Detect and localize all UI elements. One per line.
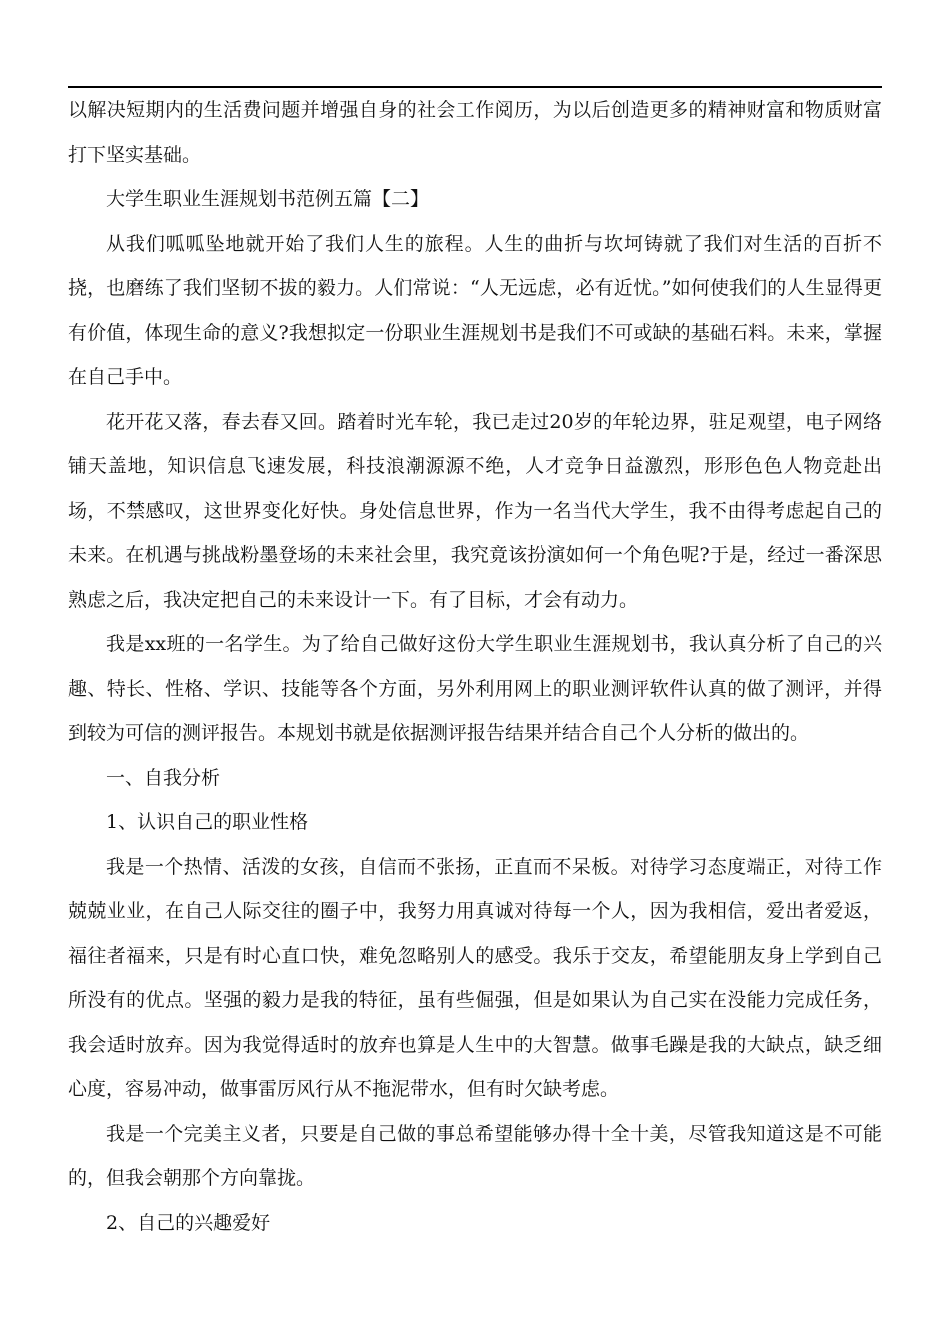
paragraph-purpose: 我是xx班的一名学生。为了给自己做好这份大学生职业生涯规划书，我认真分析了自己的兴趣、特长、性格、学识、技能等各个方面，另外利用网上的职业测评软件认真的做了测评，并得到较为可信的测评报告。本规划书就是依据测评报告结果并结合自己个人分析的做出的。 [68, 633, 882, 744]
paragraph-perfectionist: 我是一个完美主义者，只要是自己做的事总希望能够办得十全十美，尽管我知道这是不可能的，但我会朝那个方向靠拢。 [68, 1122, 882, 1189]
subheading-personality: 1、认识自己的职业性格 [106, 811, 309, 833]
document-body [68, 88, 882, 1245]
heading-self-analysis: 一、自我分析 [106, 766, 221, 789]
subheading-interests: 2、自己的兴趣爱好 [106, 1211, 271, 1234]
paragraph-intro: 从我们呱呱坠地就开始了我们人生的旅程。人生的曲折与坎坷铸就了我们对生活的百折不挠，也磨练了我们坚韧不拔的毅力。人们常说：“人无远虑，必有近忧。”如何使我们的人生显得更有价值，体现生命的意义?我想拟定一份职业生涯规划书是我们不可或缺的基础石料。未来，掌握在自己手中。 [68, 232, 882, 388]
section-title: 大学生职业生涯规划书范例五篇【二】 [106, 188, 430, 210]
paragraph-background: 花开花又落，春去春又回。踏着时光车轮，我已走过20岁的年轮边界，驻足观望，电子网络铺天盖地，知识信息飞速发展，科技浪潮源源不绝，人才竞争日益激烈，形形色色人物竞赴出场，不禁感叹，这世界变化好快。身处信息世界，作为一名当代大学生，我不由得考虑起自己的未来。在机遇与挑战粉墨登场的未来社会里，我究竟该扮演如何一个角色呢?于是，经过一番深思熟虑之后，我决定把自己的未来设计一下。有了目标，才会有动力。 [68, 410, 882, 611]
paragraph-continuation: 以解决短期内的生活费问题并增强自身的社会工作阅历，为以后创造更多的精神财富和物质财富打下坚实基础。 [68, 99, 882, 166]
paragraph-personality: 我是一个热情、活泼的女孩，自信而不张扬，正直而不呆板。对待学习态度端正，对待工作兢兢业业，在自己人际交往的圈子中，我努力用真诚对待每一个人，因为我相信，爱出者爱返，福往者福来，只是有时心直口快，难免忽略别人的感受。我乐于交友，希望能朋友身上学到自己所没有的优点。坚强的毅力是我的特征，虽有些倔强，但是如果认为自己实在没能力完成任务，我会适时放弃。因为我觉得适时的放弃也算是人生中的大智慧。做事毛躁是我的大缺点，缺乏细心度，容易冲动，做事雷厉风行从不拖泥带水，但有时欠缺考虑。 [68, 855, 882, 1100]
